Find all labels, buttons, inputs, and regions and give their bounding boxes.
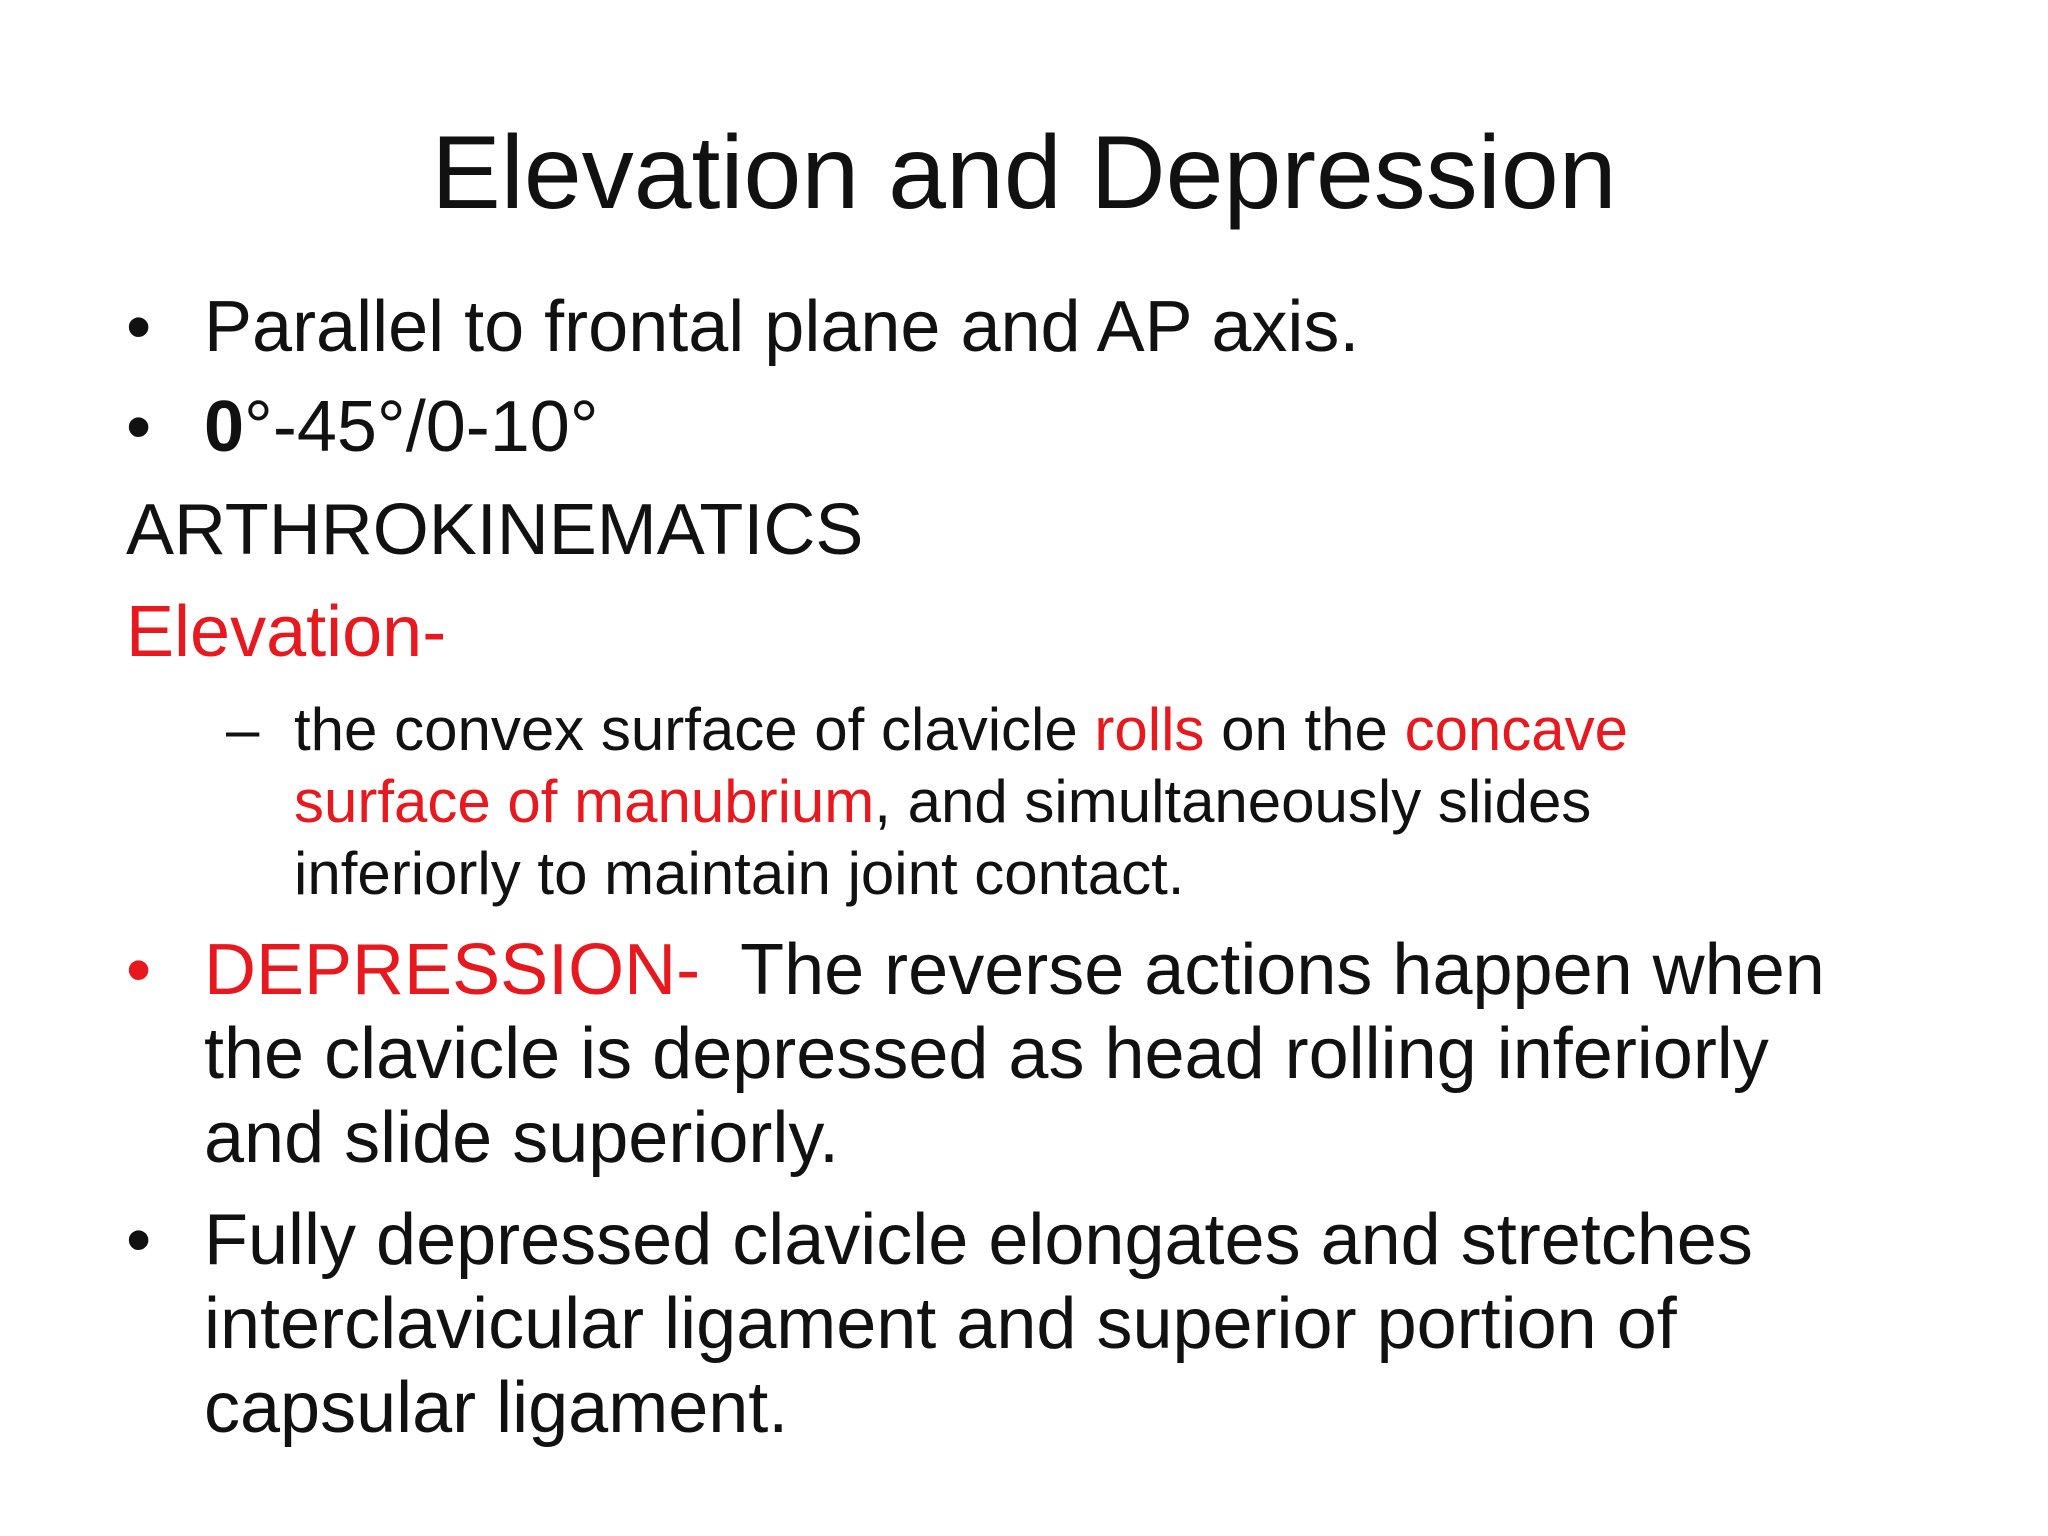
sub-dash: – bbox=[226, 696, 260, 763]
bullet-parallel: Parallel to frontal plane and AP axis. bbox=[204, 287, 1360, 367]
bullet-marker: • bbox=[126, 387, 152, 467]
bullet-marker: • bbox=[126, 1200, 152, 1280]
fully-line-3: capsular ligament. bbox=[204, 1368, 789, 1448]
depression-line-1 bbox=[204, 928, 1825, 1012]
arthrokinematics-heading: ARTHROKINEMATICS bbox=[126, 490, 864, 570]
sub-concave: concave bbox=[1404, 696, 1629, 763]
sub-text: on the bbox=[1204, 696, 1405, 763]
range-bold-zero: 0 bbox=[204, 387, 245, 467]
bullet-range bbox=[204, 385, 599, 469]
range-rest: °-45°/0-10° bbox=[244, 387, 599, 467]
bullet-marker-red: • bbox=[126, 930, 152, 1010]
sub-manubrium: surface of manubrium bbox=[294, 768, 875, 835]
bullet-marker: • bbox=[126, 287, 152, 367]
elevation-label: Elevation- bbox=[126, 592, 447, 672]
sub-line-2 bbox=[294, 766, 1591, 838]
slide-title: Elevation and Depression bbox=[431, 115, 1617, 231]
sub-line-1 bbox=[294, 694, 1628, 766]
depression-text: The reverse actions happen when bbox=[740, 930, 1825, 1010]
depression-label: DEPRESSION- bbox=[204, 930, 701, 1010]
sub-text: , and simultaneously slides bbox=[874, 768, 1592, 835]
sub-line-3: inferiorly to maintain joint contact. bbox=[294, 840, 1185, 907]
fully-line-1: Fully depressed clavicle elongates and stretches bbox=[204, 1200, 1753, 1280]
fully-line-2: interclavicular ligament and superior portion of bbox=[204, 1284, 1677, 1364]
sub-text: the convex surface of clavicle bbox=[294, 696, 1095, 763]
sub-rolls: rolls bbox=[1094, 696, 1205, 763]
depression-line-3: and slide superiorly. bbox=[204, 1098, 839, 1178]
depression-line-2: the clavicle is depressed as head rolling inferiorly bbox=[204, 1014, 1769, 1094]
